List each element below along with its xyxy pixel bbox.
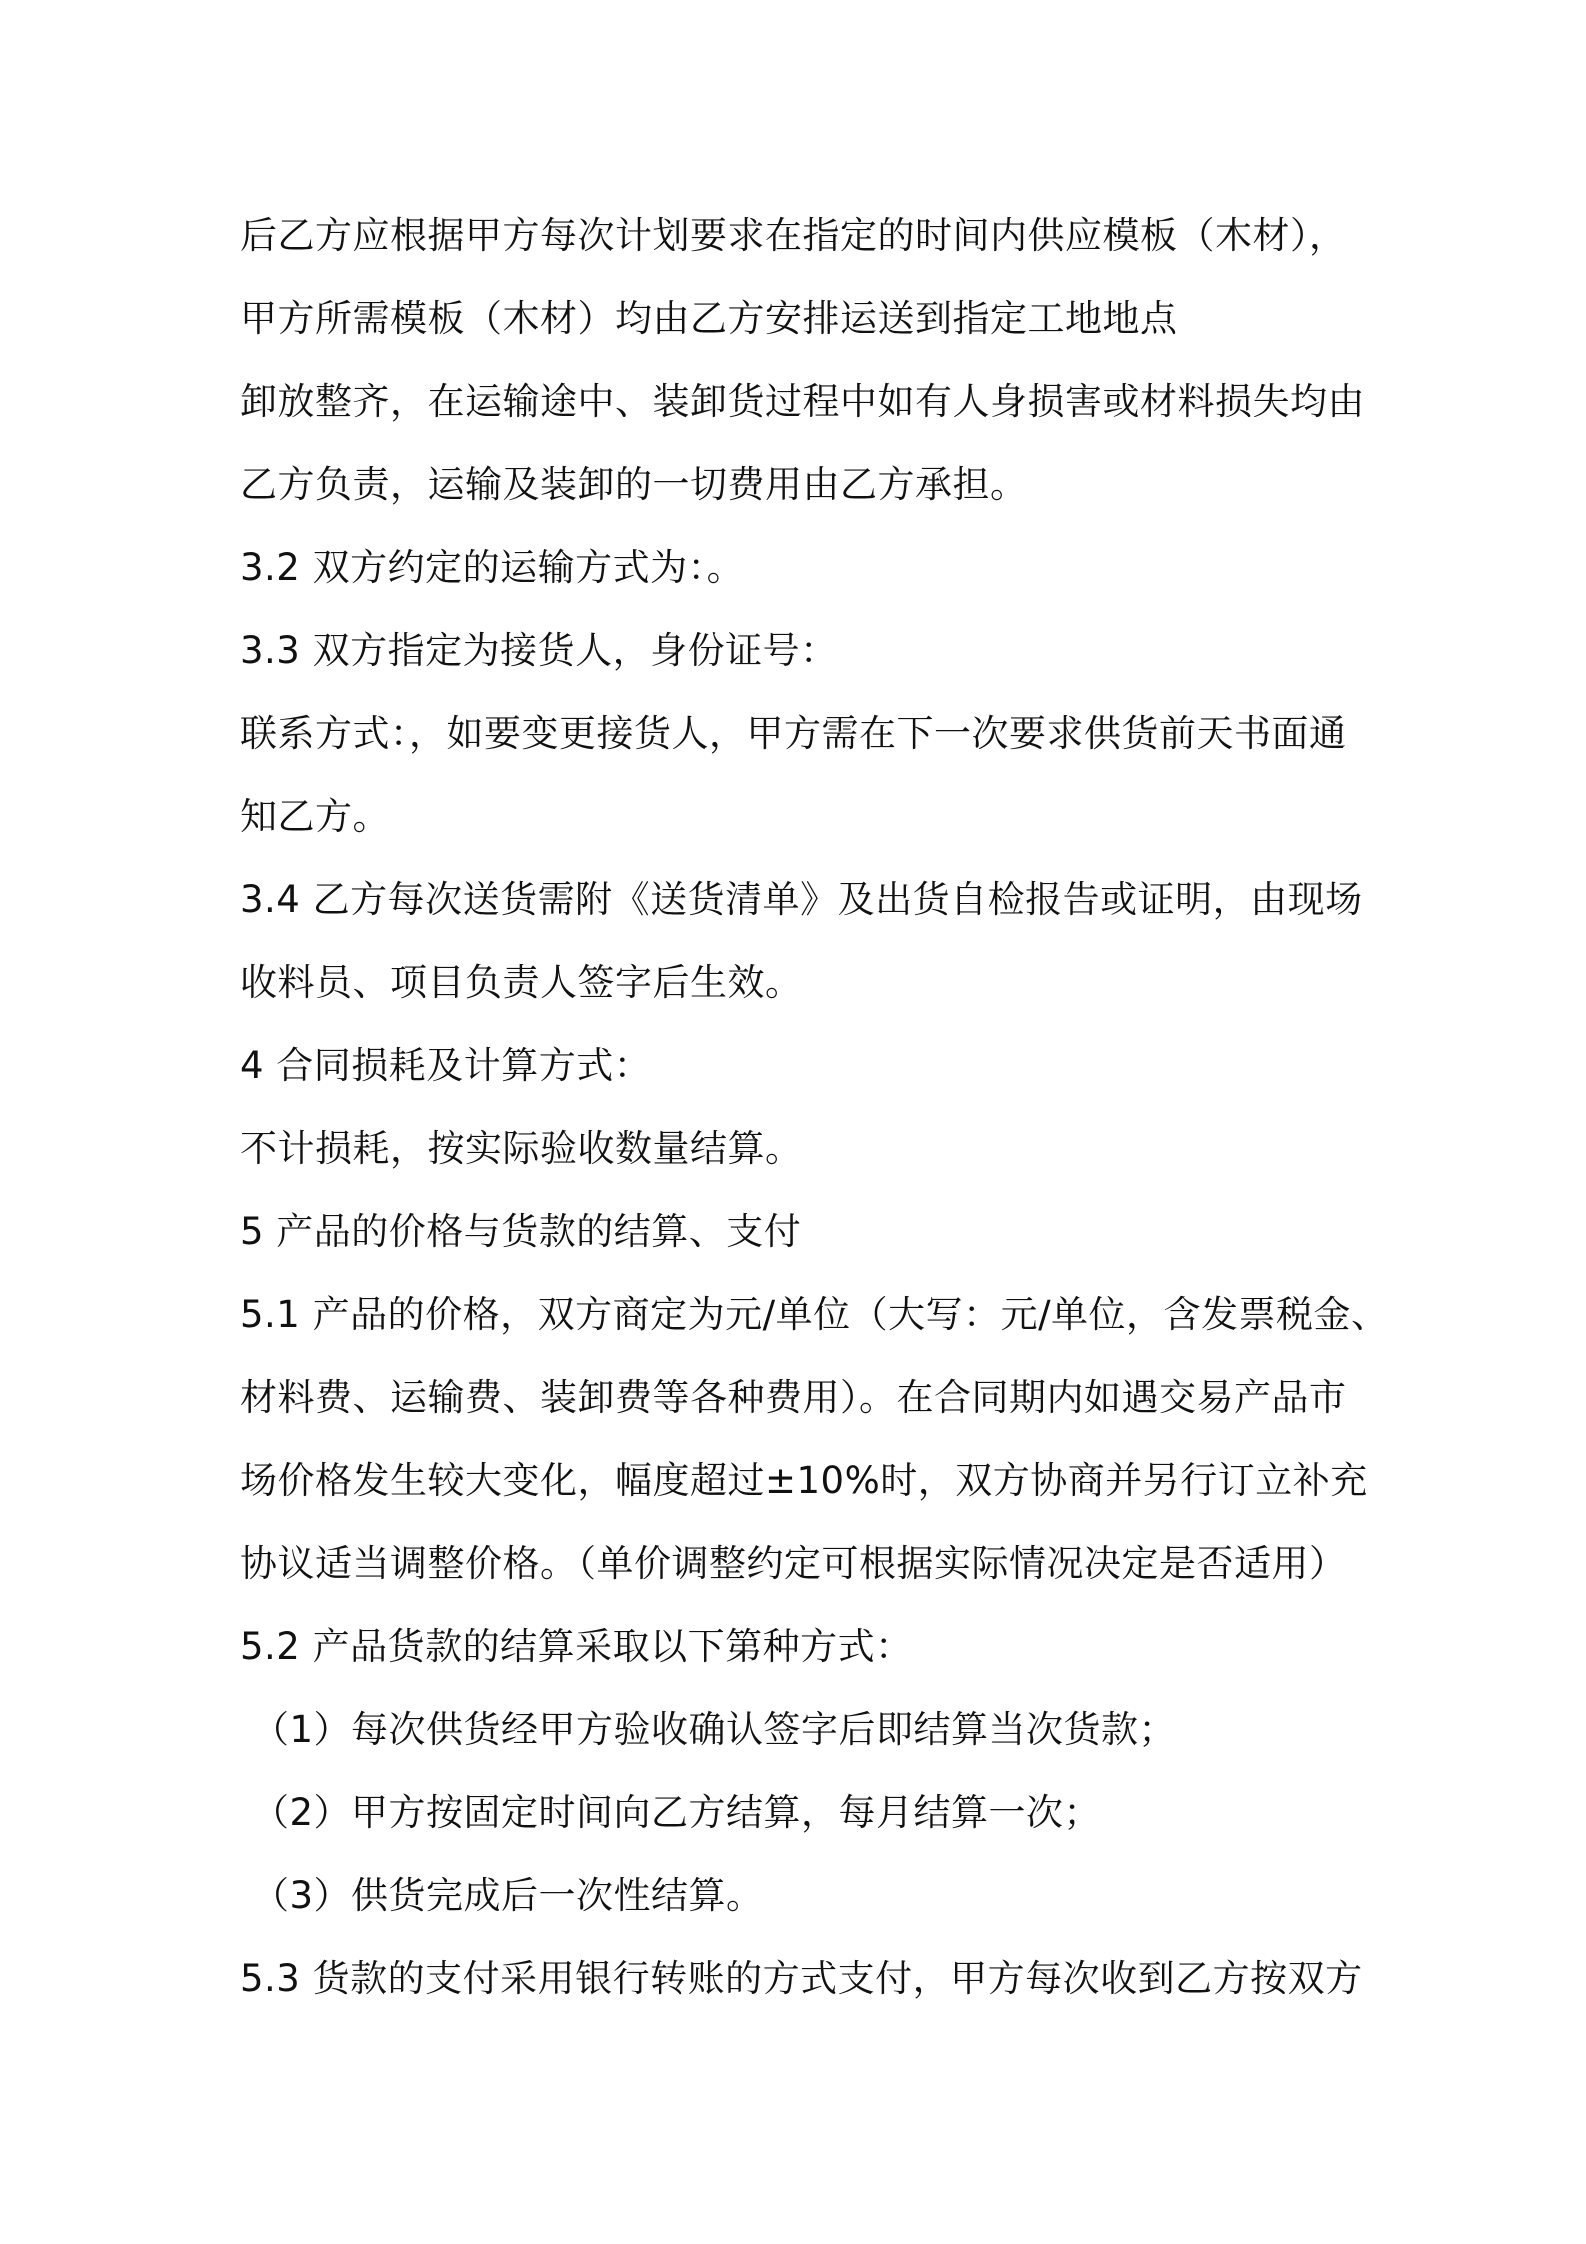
clause-3-3: 3.3 双方指定为接货人，身份证号： <box>240 629 838 672</box>
text-line: 后乙方应根据甲方每次计划要求在指定的时间内供应模板（木材）， <box>240 214 1347 257</box>
clause-5-3: 5.3 货款的支付采用银行转账的方式支付，甲方每次收到乙方按双方 <box>240 1957 1363 2000</box>
clause-5-1: 5.1 产品的价格，双方商定为元/单位（大写：元/单位，含发票税金、 <box>240 1293 1389 1336</box>
text-line: 协议适当调整价格。（单价调整约定可根据实际情况决定是否适用） <box>240 1542 1347 1585</box>
list-item: （3）供货完成后一次性结算。 <box>252 1874 764 1917</box>
text-line: 乙方负责，运输及装卸的一切费用由乙方承担。 <box>240 463 1028 506</box>
text-line: 卸放整齐，在运输途中、装卸货过程中如有人身损害或材料损失均由 <box>240 380 1365 423</box>
text-line: 材料费、运输费、装卸费等各种费用）。在合同期内如遇交易产品市 <box>240 1376 1347 1419</box>
text-line: 联系方式：，如要变更接货人，甲方需在下一次要求供货前天书面通 <box>240 712 1347 755</box>
text-line: 不计损耗，按实际验收数量结算。 <box>240 1127 803 1170</box>
list-item: （2）甲方按固定时间向乙方结算，每月结算一次； <box>252 1791 1102 1834</box>
clause-3-2: 3.2 双方约定的运输方式为：。 <box>240 546 745 589</box>
text-line: 收料员、项目负责人签字后生效。 <box>240 961 803 1004</box>
list-item: （1）每次供货经甲方验收确认签字后即结算当次货款； <box>252 1708 1177 1751</box>
clause-5-2: 5.2 产品货款的结算采取以下第种方式： <box>240 1625 913 1668</box>
text-line: 场价格发生较大变化，幅度超过±10%时，双方协商并另行订立补充 <box>240 1459 1368 1502</box>
clause-3-4: 3.4 乙方每次送货需附《送货清单》及出货自检报告或证明，由现场 <box>240 878 1363 921</box>
section-5-heading: 5 产品的价格与货款的结算、支付 <box>240 1210 802 1253</box>
document-body <box>240 194 1389 2020</box>
text-line: 甲方所需模板（木材）均由乙方安排运送到指定工地地点 <box>240 297 1178 340</box>
text-line: 知乙方。 <box>240 795 390 838</box>
section-4-heading: 4 合同损耗及计算方式： <box>240 1044 652 1087</box>
